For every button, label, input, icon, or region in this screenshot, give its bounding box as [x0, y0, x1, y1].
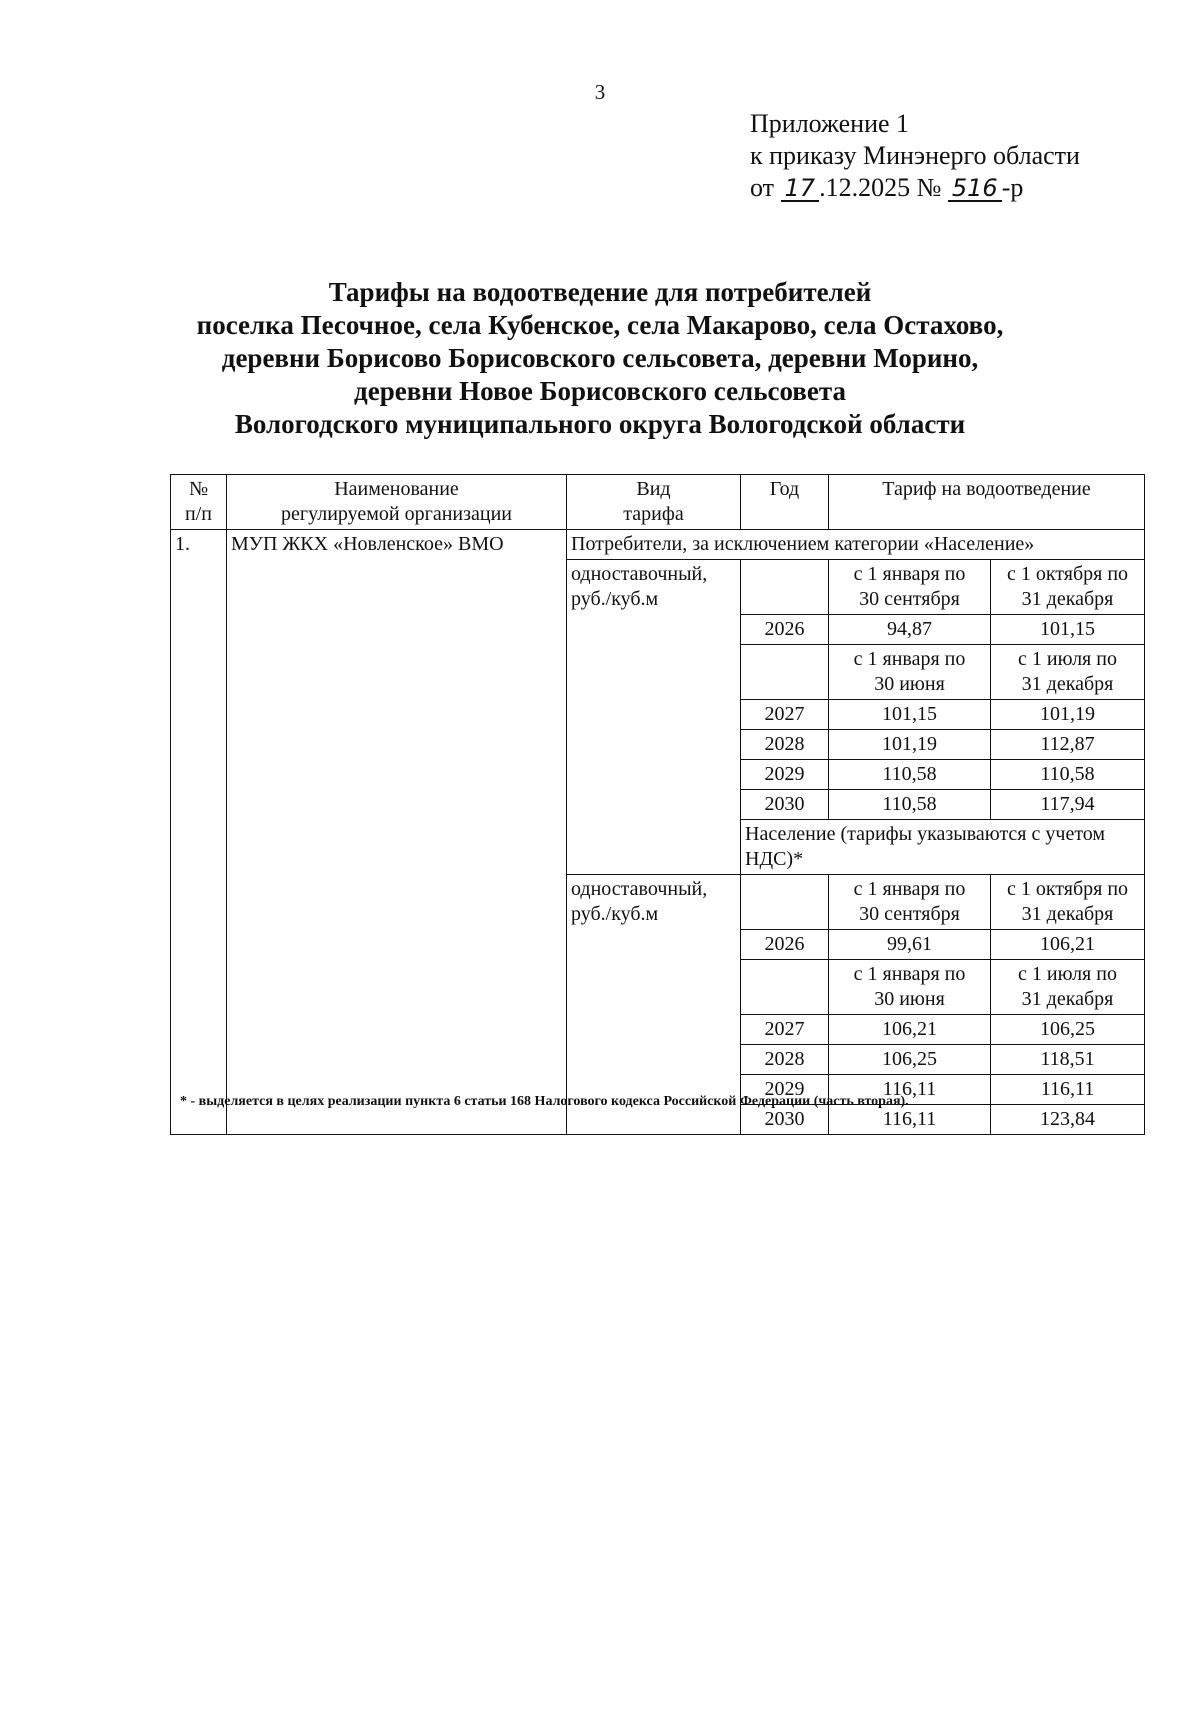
value-cell: 116,11 [829, 1105, 991, 1135]
appendix-order: к приказу Минэнерго области [750, 141, 1080, 170]
table-row [171, 530, 1145, 560]
page-number: 3 [594, 80, 606, 104]
value-cell: 101,19 [991, 700, 1145, 730]
date-prefix: от [750, 173, 775, 202]
value-cell: 101,15 [829, 700, 991, 730]
title-line: деревни Борисово Борисовского сельсовета, деревни Морино, [221, 343, 979, 373]
year-cell: 2028 [741, 730, 829, 760]
value-cell: 116,11 [829, 1075, 991, 1105]
period-1: с 1 января по 30 сентября [829, 560, 991, 615]
value-cell: 110,58 [991, 760, 1145, 790]
title-line: Тарифы на водоотведение для потребителей [328, 277, 872, 307]
value-cell: 112,87 [991, 730, 1145, 760]
header-num: № п/п [171, 475, 227, 530]
value-cell: 106,21 [991, 930, 1145, 960]
period-1: с 1 января по 30 июня [829, 960, 991, 1015]
organization-name: МУП ЖКХ «Новленское» ВМО [227, 530, 567, 1135]
header-year: Год [741, 475, 829, 530]
table-header-row [171, 475, 1145, 530]
year-cell: 2026 [741, 615, 829, 645]
period-1: с 1 января по 30 сентября [829, 875, 991, 930]
title-line: поселка Песочное, села Кубенское, села Макарово, села Остахово, [196, 310, 1004, 340]
year-cell: 2027 [741, 1015, 829, 1045]
appendix-date-line [750, 172, 1080, 204]
title-line: деревни Новое Борисовского сельсовета [354, 376, 846, 406]
footnote: * - выделяется в целях реализации пункта 6 статьи 168 Налогового кодекса Российской Федерации (часть вторая). [180, 1094, 909, 1109]
period-1: с 1 января по 30 июня [829, 645, 991, 700]
period-2: с 1 июля по 31 декабря [991, 645, 1145, 700]
year-empty [741, 875, 829, 930]
value-cell: 117,94 [991, 790, 1145, 820]
year-cell: 2029 [741, 1075, 829, 1105]
year-cell: 2029 [741, 760, 829, 790]
period-2: с 1 июля по 31 декабря [991, 960, 1145, 1015]
appendix-title: Приложение 1 [750, 109, 910, 138]
value-cell: 106,21 [829, 1015, 991, 1045]
year-empty [741, 960, 829, 1015]
title-line: Вологодского муниципального округа Вологодской области [234, 409, 966, 439]
row-number: 1. [171, 530, 227, 1135]
year-cell: 2030 [741, 790, 829, 820]
value-cell: 99,61 [829, 930, 991, 960]
year-cell: 2027 [741, 700, 829, 730]
year-empty [741, 560, 829, 615]
group-title: Население (тарифы указываются с учетом НДС)* [741, 820, 1145, 875]
tariff-table [170, 474, 1145, 1135]
header-tariff: Тариф на водоотведение [829, 475, 1145, 530]
order-suffix: -р [1001, 173, 1024, 202]
value-cell: 110,58 [829, 760, 991, 790]
year-cell: 2028 [741, 1045, 829, 1075]
handwritten-day: 17 [781, 176, 820, 202]
appendix-block [750, 108, 1080, 204]
value-cell: 116,11 [991, 1075, 1145, 1105]
value-cell: 101,19 [829, 730, 991, 760]
tariff-type: одноставочный, руб./куб.м [567, 875, 741, 1135]
year-cell: 2026 [741, 930, 829, 960]
value-cell: 106,25 [991, 1015, 1145, 1045]
year-cell: 2030 [741, 1105, 829, 1135]
document-title [100, 276, 1100, 441]
year-empty [741, 645, 829, 700]
tariff-type: одноставочный, руб./куб.м [567, 560, 741, 875]
value-cell: 94,87 [829, 615, 991, 645]
date-rest: .12.2025 № [819, 173, 942, 202]
value-cell: 110,58 [829, 790, 991, 820]
value-cell: 118,51 [991, 1045, 1145, 1075]
header-org: Наименование регулируемой организации [227, 475, 567, 530]
value-cell: 123,84 [991, 1105, 1145, 1135]
handwritten-number: 516 [948, 176, 1002, 202]
group-title: Потребители, за исключением категории «Население» [567, 530, 1145, 560]
period-2: с 1 октября по 31 декабря [991, 560, 1145, 615]
header-type: Вид тарифа [567, 475, 741, 530]
period-2: с 1 октября по 31 декабря [991, 875, 1145, 930]
value-cell: 106,25 [829, 1045, 991, 1075]
value-cell: 101,15 [991, 615, 1145, 645]
